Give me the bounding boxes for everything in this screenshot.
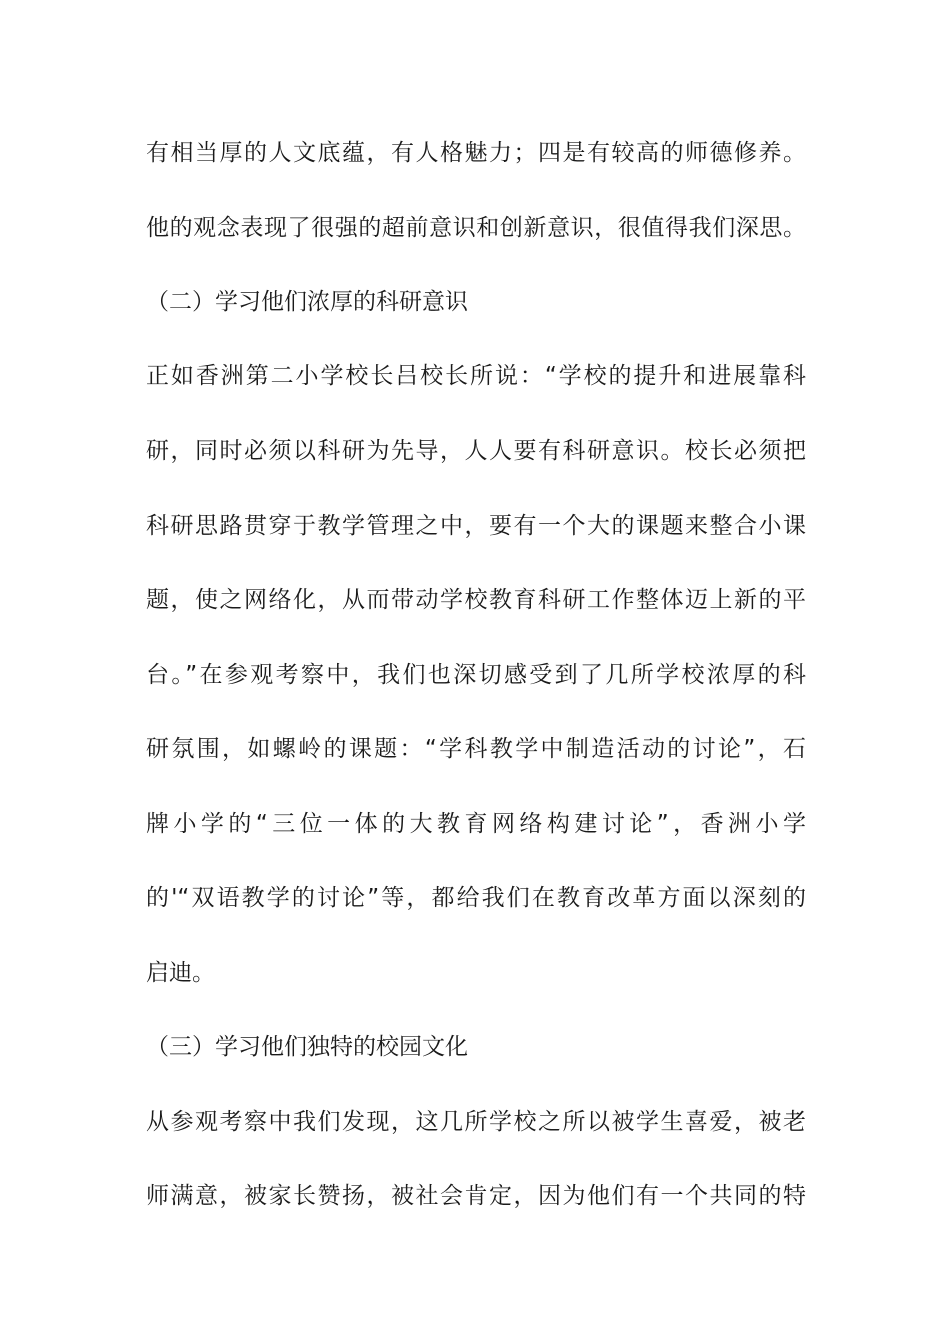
text-line-2: 他的观念表现了很强的超前意识和创新意识，很值得我们深思。 (146, 215, 806, 241)
text-line-6: 科研思路贯穿于教学管理之中，要有一个大的课题来整合小课 (146, 513, 806, 539)
text-line-4: 正如香洲第二小学校长吕校长所说：“学校的提升和进展靠科 (146, 363, 806, 389)
text-line-12: 启迪。 (146, 960, 215, 986)
text-line-9: 研氛围，如螺岭的课题：“学科教学中制造活动的讨论”，石 (146, 736, 806, 762)
text-line-15: 师满意，被家长赞扬，被社会肯定，因为他们有一个共同的特 (146, 1183, 806, 1209)
text-line-11: 的'“双语教学的讨论”等，都给我们在教育改革方面以深刻的 (146, 885, 806, 911)
text-line-14: 从参观考察中我们发现，这几所学校之所以被学生喜爱，被老 (146, 1109, 806, 1135)
text-line-10: 牌小学的“三位一体的大教育网络构建讨论”，香洲小学 (146, 811, 806, 837)
text-line-7: 题，使之网络化，从而带动学校教育科研工作整体迈上新的平 (146, 587, 806, 613)
text-line-1: 有相当厚的人文底蕴，有人格魅力；四是有较高的师德修养。 (146, 140, 806, 166)
section-heading-3: （三）学习他们独特的校园文化 (146, 1034, 468, 1060)
text-line-8: 台。”在参观考察中，我们也深切感受到了几所学校浓厚的科 (146, 662, 806, 688)
text-line-5: 研，同时必须以科研为先导，人人要有科研意识。校长必须把 (146, 438, 806, 464)
section-heading-2: （二）学习他们浓厚的科研意识 (146, 289, 468, 315)
